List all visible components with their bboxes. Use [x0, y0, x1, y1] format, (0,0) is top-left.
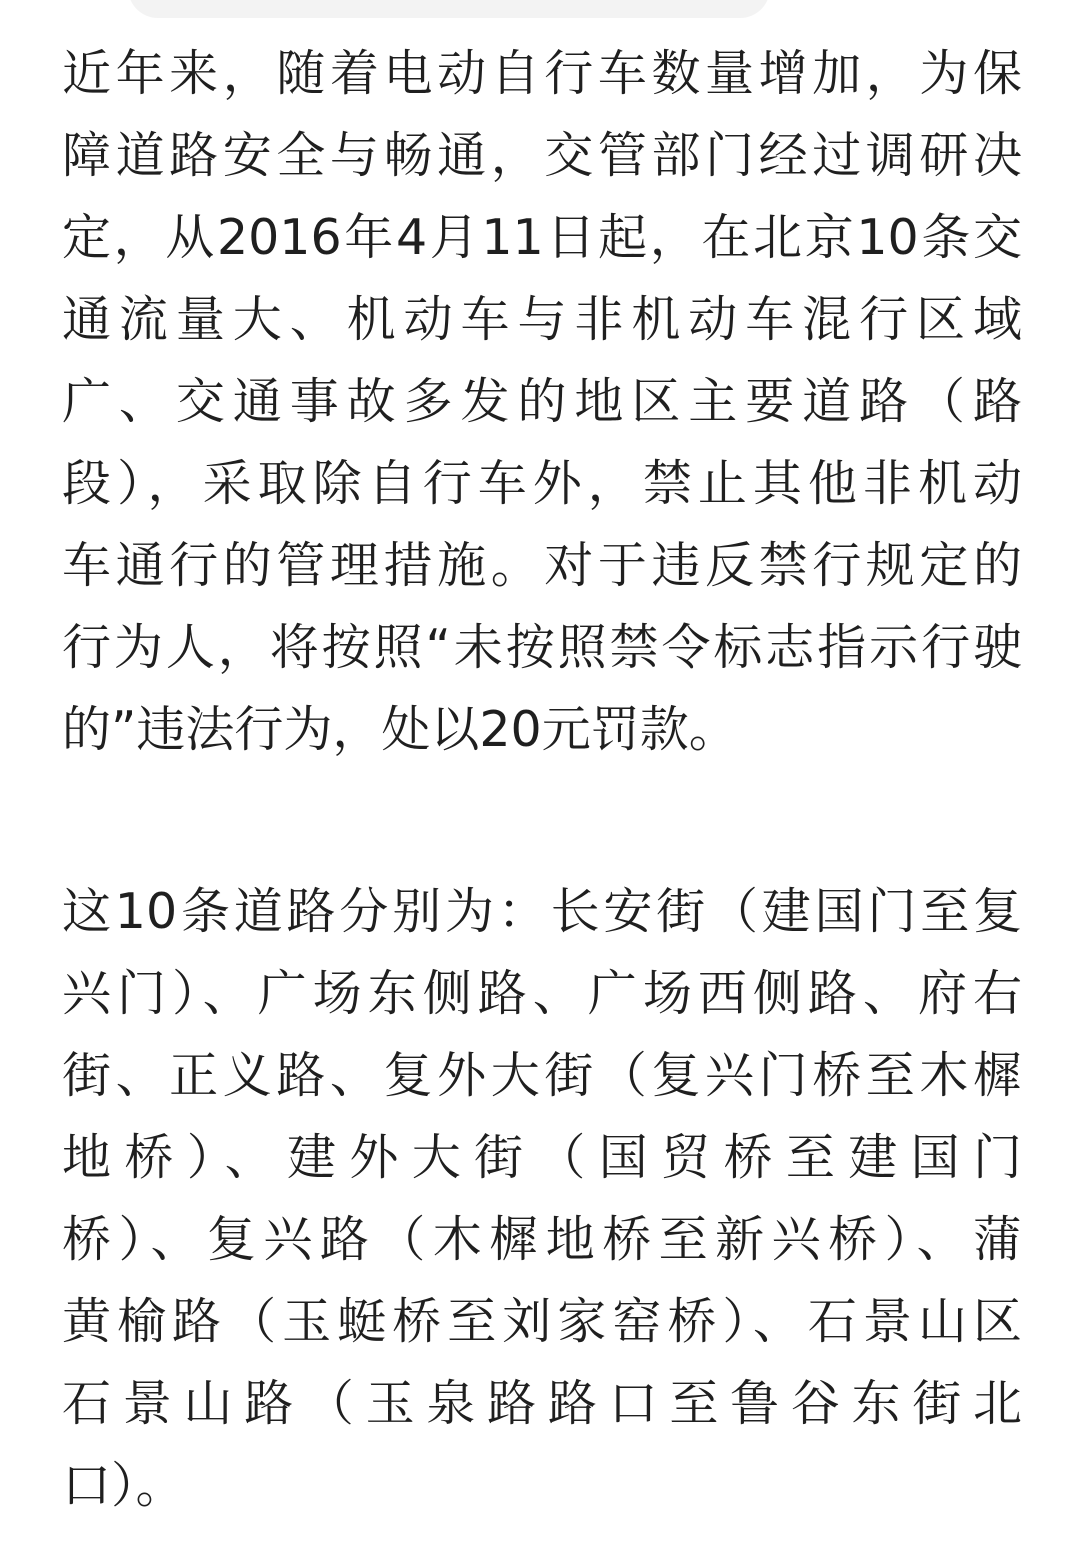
- text-line: 段），采取除自行车外，禁止其他非机动: [62, 455, 1022, 512]
- text-line: 街、正义路、复外大街（复兴门桥至木樨: [62, 1047, 1022, 1104]
- paragraph-gap: [62, 771, 1022, 871]
- text-line: 兴门）、广场东侧路、广场西侧路、府右: [62, 965, 1022, 1022]
- text-line: 黄榆路（玉蜓桥至刘家窑桥）、石景山区: [62, 1293, 1022, 1350]
- text-line: 车通行的管理措施。对于违反禁行规定的: [62, 537, 1022, 594]
- text-line: 通流量大、机动车与非机动车混行区域: [62, 291, 1022, 348]
- text-line: 石景山路（玉泉路路口至鲁谷东街北: [62, 1375, 1022, 1432]
- text-line: 定，从2016年4月11日起，在北京10条交: [62, 209, 1022, 266]
- text-line: 广、交通事故多发的地区主要道路（路: [62, 373, 1022, 430]
- text-line: 这10条道路分别为：长安街（建国门至复: [62, 883, 1022, 940]
- text-line: 口）。: [62, 1457, 185, 1514]
- text-line: 桥）、复兴路（木樨地桥至新兴桥）、蒲: [62, 1211, 1022, 1268]
- text-line: 地桥）、建外大街（国贸桥至建国门: [62, 1129, 1022, 1186]
- paragraph-e-bike-ban: [62, 33, 1022, 771]
- article-body: [62, 33, 1022, 1527]
- text-line: 障道路安全与畅通，交管部门经过调研决: [62, 127, 1022, 184]
- paragraph-road-list: [62, 871, 1022, 1527]
- text-line: 近年来，随着电动自行车数量增加，为保: [62, 45, 1022, 102]
- top-card-remnant: [128, 0, 770, 18]
- text-line: 行为人，将按照“未按照禁令标志指示行驶: [62, 619, 1022, 676]
- text-line: 的”违法行为，处以20元罚款。: [62, 701, 738, 758]
